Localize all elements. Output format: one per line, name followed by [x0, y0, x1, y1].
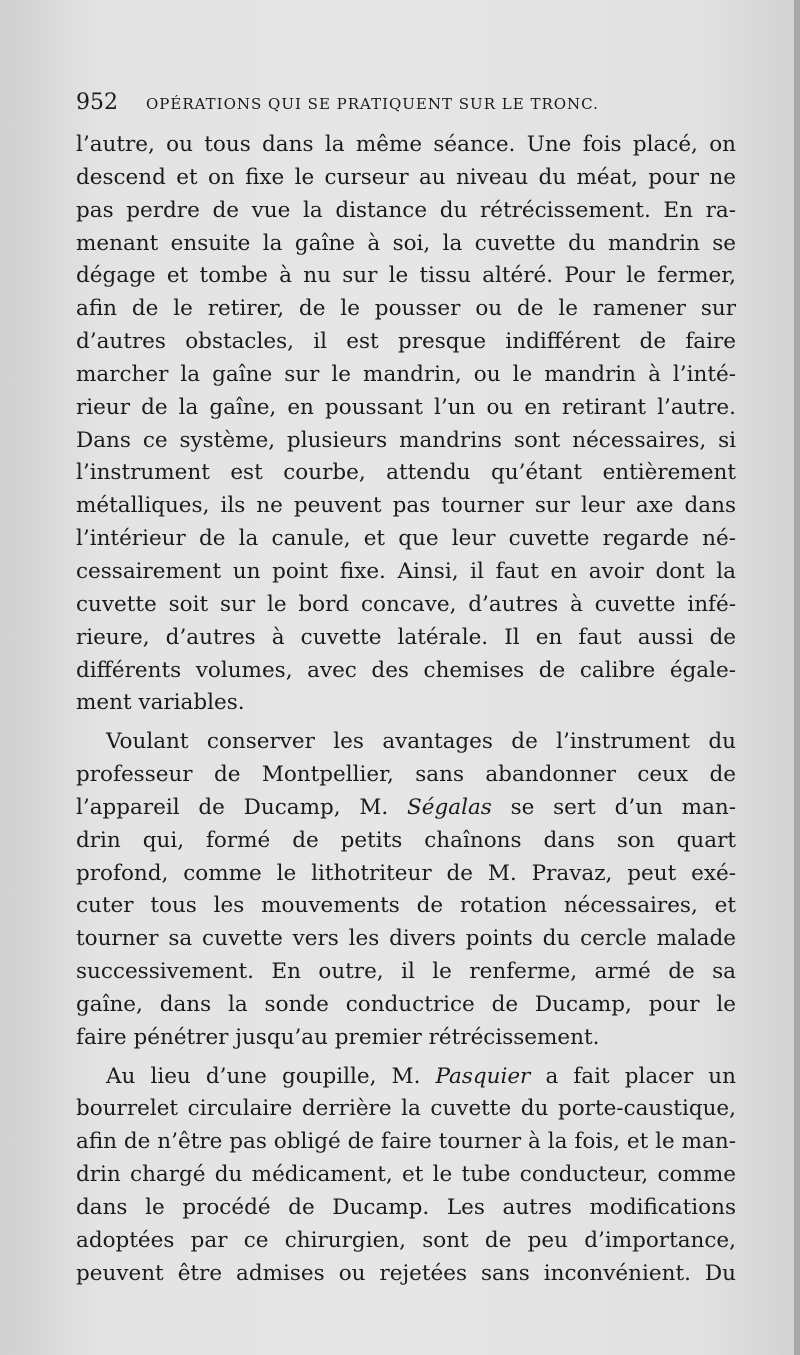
text-line: tourner sa cuvette vers les divers points du cercle malade — [76, 926, 736, 952]
text-line: cessairement un point fixe. Ainsi, il faut en avoir dont la — [76, 558, 736, 584]
page-header — [76, 84, 726, 118]
text-line: menant ensuite la gaîne à soi, la cuvette du mandrin se — [76, 230, 736, 256]
text-line: peuvent être admises ou rejetées sans inconvénient. Du — [76, 1260, 736, 1286]
text-line: d’autres obstacles, il est presque indifférent de faire — [76, 329, 736, 355]
text-line: successivement. En outre, il le renferme, armé de sa — [76, 959, 736, 985]
text-line: Voulant conserver les avantages de l’instrument du — [106, 729, 736, 755]
text-line: bourrelet circulaire derrière la cuvette du porte-caustique, — [76, 1096, 736, 1122]
page-number: 952 — [76, 90, 118, 115]
text-line: drin qui, formé de petits chaînons dans son quart — [76, 827, 736, 853]
text-line: rieure, d’autres à cuvette latérale. Il en faut aussi de — [76, 624, 736, 650]
text-line: métalliques, ils ne peuvent pas tourner sur leur axe dans — [76, 493, 736, 519]
text-line: pas perdre de vue la distance du rétrécissement. En ra- — [76, 197, 736, 223]
text-line: l’instrument est courbe, attendu qu’étant entièrement — [76, 460, 736, 486]
text-line — [76, 792, 736, 825]
running-head: OPÉRATIONS QUI SE PRATIQUENT SUR LE TRONC. — [146, 95, 599, 113]
text-segment: l’appareil de Ducamp, M. — [76, 794, 389, 820]
text-line: profond, comme le lithotriteur de M. Pravaz, peut exé- — [76, 860, 736, 886]
text-line: différents volumes, avec des chemises de calibre égale- — [76, 657, 736, 683]
paragraph-2 — [76, 726, 736, 1054]
paragraph-1 — [76, 129, 736, 720]
text-line: drin chargé du médicament, et le tube conducteur, comme — [76, 1162, 736, 1188]
text-line: descend et on fixe le curseur au niveau du méat, pour ne — [76, 164, 736, 190]
text-line: afin de n’être pas obligé de faire tourner à la fois, et le man- — [76, 1129, 736, 1155]
text-line: afin de le retirer, de le pousser ou de le ramener sur — [76, 296, 736, 322]
text-line: Dans ce système, plusieurs mandrins sont nécessaires, si — [76, 427, 736, 453]
text-line: ment variables. — [76, 690, 245, 716]
italic-name-segalas: Ségalas — [407, 794, 492, 820]
text-line: adoptées par ce chirurgien, sont de peu d’importance, — [76, 1227, 736, 1253]
body-text — [76, 129, 736, 1291]
text-segment: Au lieu d’une goupille, M. — [106, 1063, 421, 1089]
italic-name-pasquier: Pasquier — [435, 1063, 531, 1089]
page-edge — [794, 0, 800, 1355]
paragraph-3 — [76, 1061, 736, 1291]
text-line: dans le procédé de Ducamp. Les autres modifications — [76, 1195, 736, 1220]
text-line: dégage et tombe à nu sur le tissu altéré. Pour le fermer, — [76, 263, 736, 289]
text-line: faire pénétrer jusqu’au premier rétrécissement. — [76, 1024, 600, 1050]
text-line: cuvette soit sur le bord concave, d’autres à cuvette infé- — [76, 591, 736, 617]
text-line: professeur de Montpellier, sans abandonner ceux de — [76, 762, 736, 788]
text-line: marcher la gaîne sur le mandrin, ou le mandrin à l’inté- — [76, 361, 736, 387]
text-line: gaîne, dans la sonde conductrice de Ducamp, pour le — [76, 991, 736, 1017]
text-line: rieur de la gaîne, en poussant l’un ou en retirant l’autre. — [76, 394, 736, 420]
text-segment: a fait placer un — [545, 1063, 736, 1089]
text-line: cuter tous les mouvements de rotation nécessaires, et — [76, 893, 736, 919]
text-line: l’intérieur de la canule, et que leur cuvette regarde né- — [76, 526, 736, 552]
text-segment: se sert d’un man- — [510, 794, 736, 820]
text-line: l’autre, ou tous dans la même séance. Une fois placé, on — [76, 132, 736, 157]
text-line — [76, 1061, 736, 1094]
